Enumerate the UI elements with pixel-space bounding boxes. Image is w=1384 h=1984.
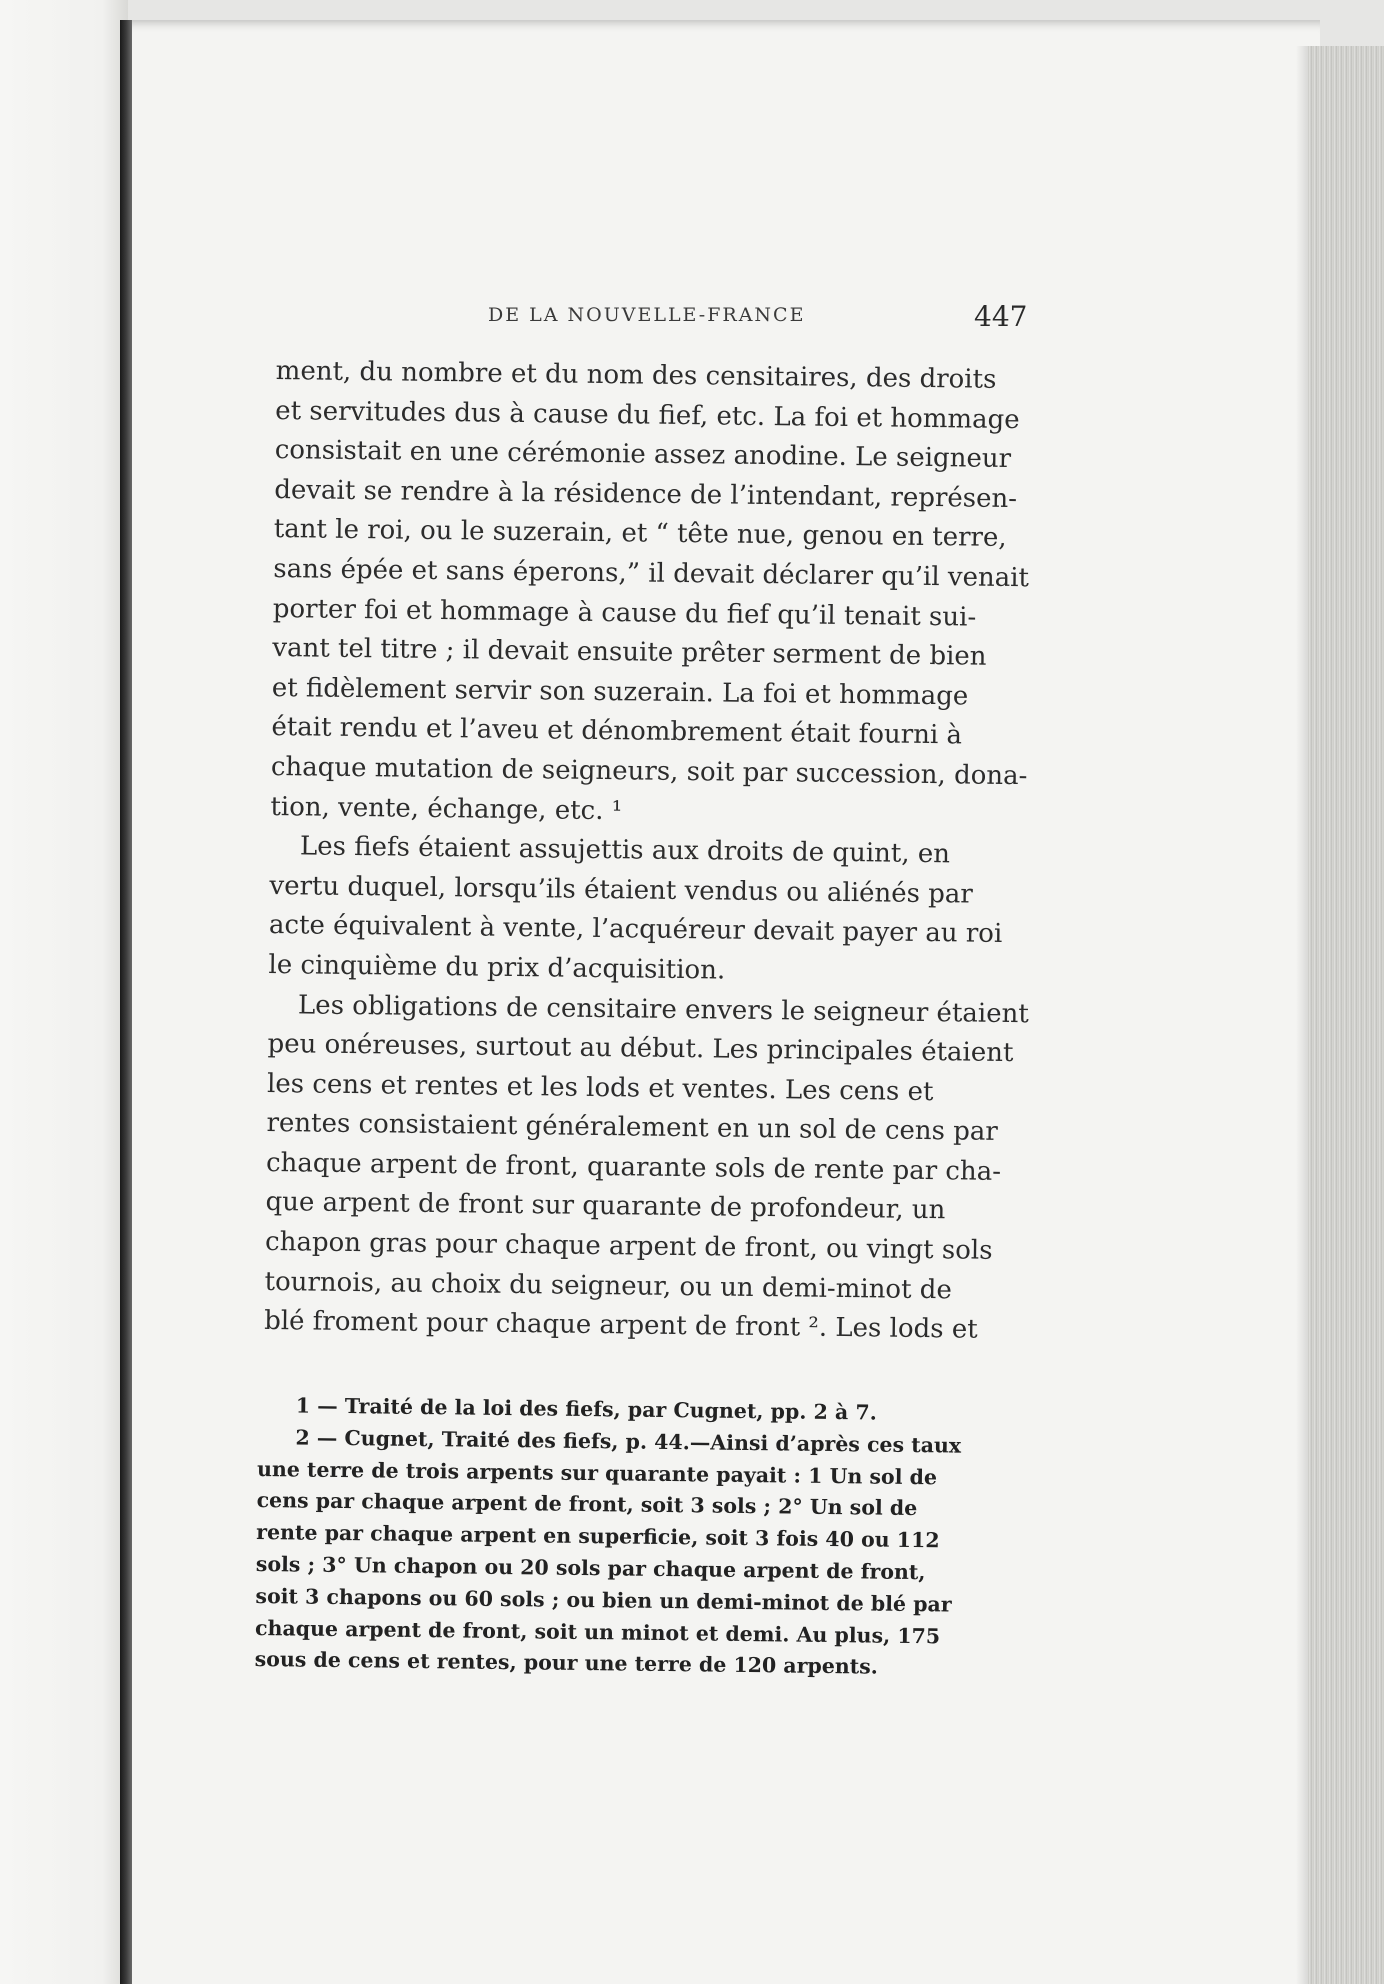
body-line: que arpent de front sur quarante de profondeur, un	[265, 1187, 946, 1226]
body-line: ment, du nombre et du nom des censitaires, des droits	[275, 355, 997, 395]
body-line: le cinquième du prix d’acquisition.	[268, 949, 726, 986]
body-line: Les fiefs étaient assujettis aux droits de quint, en	[299, 831, 951, 870]
footnote-line: cens par chaque arpent de front, soit 3 sols ; 2° Un sol de	[256, 1488, 918, 1521]
footnote-line: sous de cens et rentes, pour une terre de 120 arpents.	[254, 1647, 879, 1679]
footnote-line: chaque arpent de front, soit un minot et demi. Au plus, 175	[254, 1615, 941, 1648]
body-line: consistait en une cérémonie assez anodine. Le seigneur	[274, 435, 1012, 475]
body-line: tant le roi, ou le suzerain, et “ tête nue, genou en terre,	[273, 514, 1007, 554]
body-line: chapon gras pour chaque arpent de front, ou vingt sols	[264, 1226, 993, 1266]
facing-page-edge	[0, 0, 128, 1984]
body-line: chaque arpent de front, quarante sols de rente par cha-	[265, 1147, 1002, 1187]
body-line: chaque mutation de seigneurs, soit par succession, dona-	[270, 751, 1028, 792]
page-stack-edge	[1308, 46, 1384, 1984]
body-text	[263, 352, 1030, 1351]
body-line: devait se rendre à la résidence de l’intendant, représen-	[274, 474, 1018, 514]
body-line: porter foi et hommage à cause du fief qu’il tenait sui-	[272, 593, 977, 633]
footnote-line: 1 — Traité de la loi des fiefs, par Cugnet, pp. 2 à 7.	[295, 1393, 877, 1425]
body-line: blé froment pour chaque arpent de front ². Les lods et	[263, 1306, 978, 1345]
footnote-line: soit 3 chapons ou 60 sols ; ou bien un demi-minot de blé par	[255, 1583, 952, 1617]
footnotes	[255, 1390, 1002, 1685]
body-line: Les obligations de censitaire envers le seigneur étaient	[297, 989, 1029, 1029]
body-line: rentes consistaient généralement en un sol de cens par	[266, 1108, 998, 1148]
body-line: acte équivalent à vente, l’acquéreur devait payer au roi	[268, 910, 1003, 950]
body-line: tion, vente, échange, etc. ¹	[270, 791, 623, 826]
footnote-line: une terre de trois arpents sur quarante payait : 1 Un sol de	[256, 1456, 938, 1489]
body-line: sans épée et sans éperons,” il devait déclarer qu’il venait	[273, 553, 1030, 594]
body-line: tournois, au choix du seigneur, ou un demi-minot de	[264, 1266, 952, 1305]
body-line: était rendu et l’aveu et dénombrement était fourni à	[271, 712, 963, 751]
running-title: DE LA NOUVELLE-FRANCE	[488, 304, 806, 326]
body-line: et servitudes dus à cause du fief, etc. La foi et hommage	[275, 395, 1020, 435]
body-line: vant tel titre ; il devait ensuite prêter serment de bien	[272, 633, 987, 672]
body-line: et fidèlement servir son suzerain. La foi et hommage	[271, 672, 969, 712]
footnote-line: 2 — Cugnet, Traité des fiefs, p. 44.—Ainsi d’après ces taux	[295, 1425, 962, 1458]
footnote-line: rente par chaque arpent en superficie, soit 3 fois 40 ou 112	[256, 1520, 940, 1553]
body-line: vertu duquel, lorsqu’ils étaient vendus ou aliénés par	[269, 870, 974, 910]
body-line: peu onéreuses, surtout au début. Les principales étaient	[267, 1029, 1014, 1069]
book-spine-shadow	[120, 20, 132, 1984]
body-line: les cens et rentes et les lods et ventes. Les cens et	[266, 1068, 934, 1107]
footnote-line: sols ; 3° Un chapon ou 20 sols par chaque arpent de front,	[255, 1551, 926, 1585]
page-number: 447	[974, 300, 1028, 333]
